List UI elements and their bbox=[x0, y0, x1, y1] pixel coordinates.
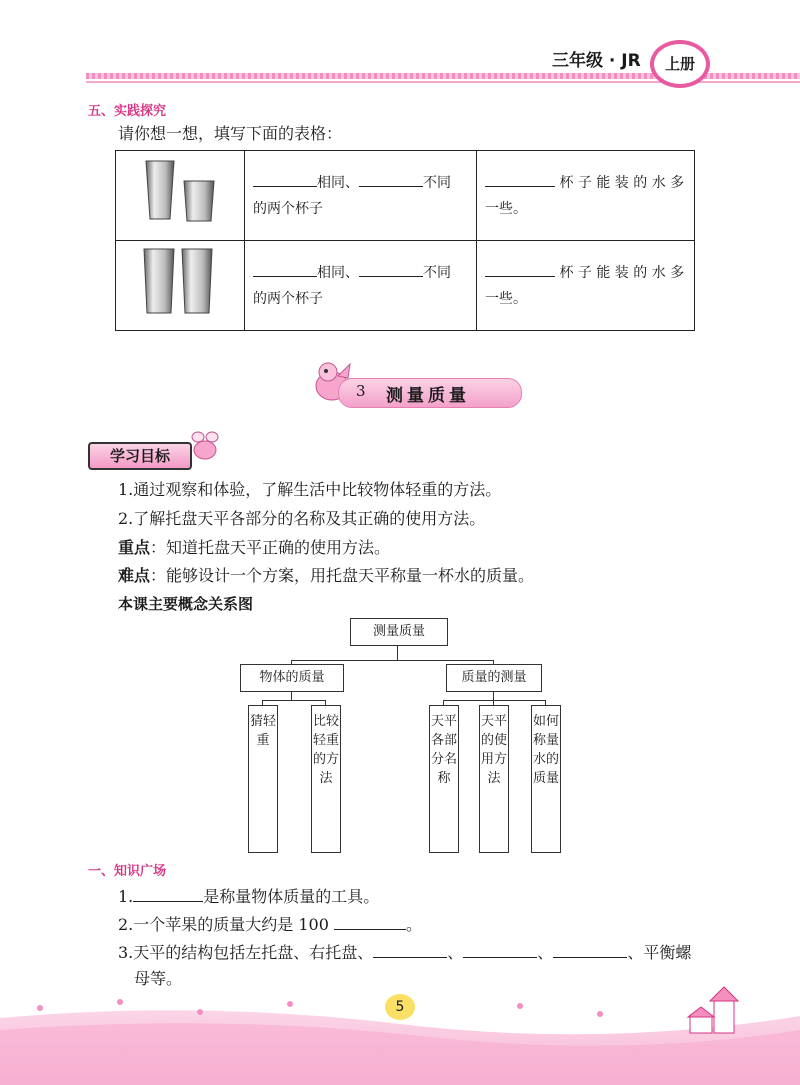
blank-field[interactable] bbox=[253, 262, 317, 277]
difficulty-point: 难点：能够设计一个方案，用托盘天平称量一杯水的质量。 bbox=[118, 566, 535, 585]
blank-field[interactable] bbox=[485, 172, 555, 187]
blank-field[interactable] bbox=[463, 943, 537, 958]
table-row bbox=[116, 151, 695, 241]
table-instruction: 请你想一想，填写下面的表格： bbox=[118, 124, 343, 143]
experiment-table bbox=[115, 150, 695, 331]
section-five-heading: 五、实践探究 bbox=[88, 104, 167, 119]
blank-field[interactable] bbox=[359, 172, 423, 187]
section-one-heading: 一、知识广场 bbox=[88, 864, 167, 879]
concept-leaf: 猜轻重 bbox=[248, 705, 278, 853]
concept-right: 质量的测量 bbox=[446, 664, 542, 692]
grade-label: 三年级 · JR bbox=[552, 51, 641, 71]
goal-item: 2.了解托盘天平各部分的名称及其正确的使用方法。 bbox=[118, 509, 486, 528]
condition-cell: 相同、 不同 的两个杯子 bbox=[245, 151, 477, 241]
concept-leaf: 天平各部分名称 bbox=[429, 705, 459, 853]
blank-field[interactable] bbox=[359, 262, 423, 277]
blank-field[interactable] bbox=[553, 943, 627, 958]
castle-icon bbox=[680, 985, 750, 1035]
concept-leaf: 比较轻重的方法 bbox=[311, 705, 341, 853]
result-cell: 杯 子 能 装 的 水 多 一些。 bbox=[477, 151, 695, 241]
key-point: 重点：知道托盘天平正确的使用方法。 bbox=[118, 538, 391, 557]
question-3-continued: 母等。 bbox=[134, 969, 183, 988]
cups-same-icon bbox=[116, 241, 244, 321]
concept-leaf: 天平的使用方法 bbox=[479, 705, 509, 853]
concept-map-title: 本课主要概念关系图 bbox=[118, 595, 254, 613]
concept-left: 物体的质量 bbox=[240, 664, 344, 692]
concept-leaf: 如何称量水的质量 bbox=[531, 705, 561, 853]
table-row bbox=[116, 241, 695, 331]
result-cell: 杯 子 能 装 的 水 多 一些。 bbox=[477, 241, 695, 331]
blank-field[interactable] bbox=[334, 915, 406, 930]
learning-goals-badge: 学习目标 bbox=[88, 442, 192, 470]
page-number: 5 bbox=[385, 994, 415, 1020]
concept-root: 测量质量 bbox=[350, 618, 448, 646]
lesson-title: 测量质量 bbox=[386, 386, 470, 406]
cup-image-cell bbox=[116, 151, 245, 241]
question-2: 2.一个苹果的质量大约是 100 。 bbox=[118, 915, 423, 934]
question-1: 1. 是称量物体质量的工具。 bbox=[118, 887, 380, 906]
blank-field[interactable] bbox=[373, 943, 447, 958]
goal-item: 1.通过观察和体验，了解生活中比较物体轻重的方法。 bbox=[118, 480, 502, 499]
volume-badge: 上册 bbox=[650, 40, 710, 88]
blank-field[interactable] bbox=[253, 172, 317, 187]
condition-cell: 相同、 不同 的两个杯子 bbox=[245, 241, 477, 331]
lesson-number: 3 bbox=[356, 382, 366, 400]
cup-image-cell bbox=[116, 241, 245, 331]
question-3: 3.天平的结构包括左托盘、右托盘、 、 、 、平衡螺 bbox=[118, 943, 692, 962]
blank-field[interactable] bbox=[485, 262, 555, 277]
blank-field[interactable] bbox=[133, 887, 203, 902]
cups-different-icon bbox=[116, 151, 244, 231]
bee-mascot-icon bbox=[188, 428, 222, 464]
